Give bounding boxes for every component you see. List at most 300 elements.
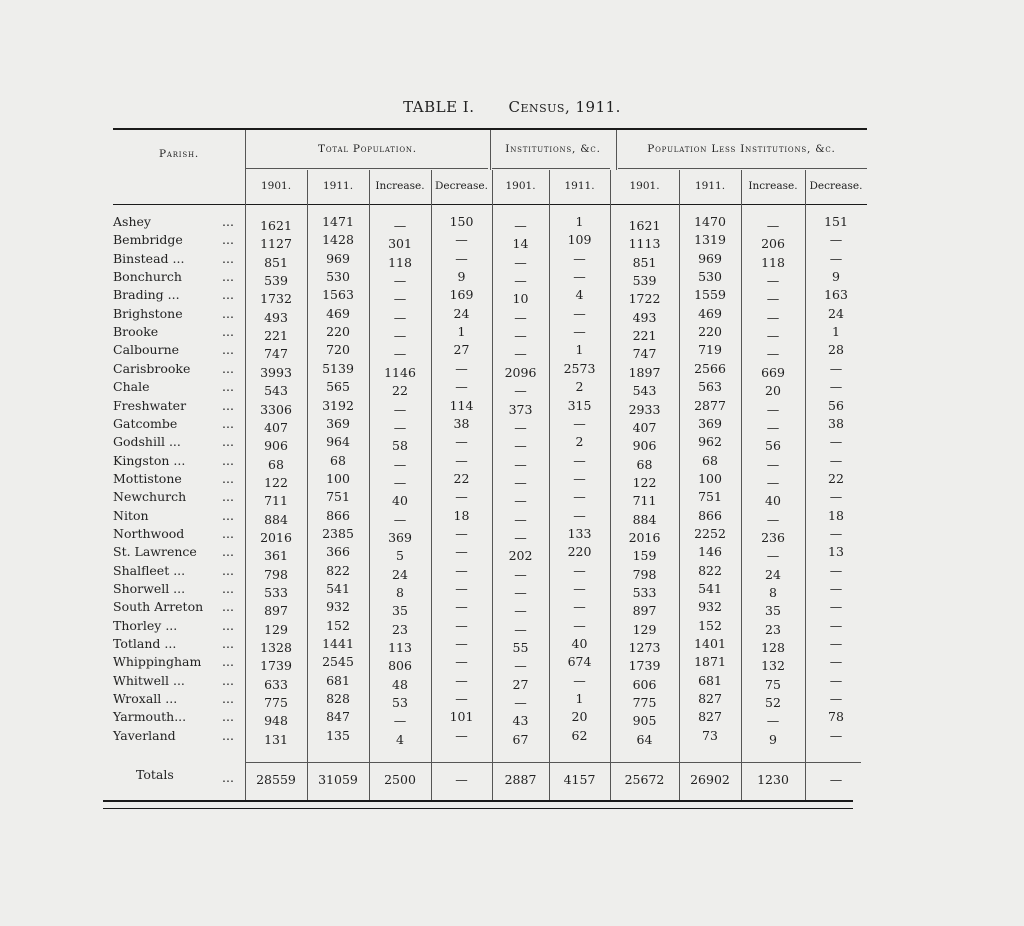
table-cell: 719 [698, 342, 722, 358]
parish-name: Thorley ... [113, 617, 178, 633]
table-cell: — [573, 672, 586, 688]
table-cell: 1273 [628, 640, 661, 656]
table-cell: 1621 [260, 218, 292, 233]
table-cell: 1739 [260, 658, 292, 674]
leader-dots: ... [222, 360, 234, 376]
table-cell: 100 [326, 470, 350, 486]
table-cell: 38 [453, 415, 470, 431]
table-cell: 24 [453, 305, 470, 321]
table-cell: 221 [264, 328, 288, 344]
table-cell: 964 [326, 434, 350, 450]
table-cell: 27 [512, 676, 529, 692]
leader-dots: ... [222, 525, 234, 541]
leader-dots: ... [222, 691, 234, 707]
table-cell: 43 [512, 713, 529, 729]
totals-cell: 4157 [563, 772, 596, 787]
table-cell: 35 [765, 603, 781, 619]
table-cell: 9 [457, 269, 466, 285]
table-cell: 674 [567, 654, 592, 670]
table-cell: 751 [698, 489, 722, 505]
table-cell: 539 [632, 273, 657, 289]
table-cell: 129 [264, 621, 288, 637]
table-cell: — [393, 218, 407, 233]
table-cell: 5 [396, 548, 404, 564]
parish-name: Wroxall ... [113, 691, 178, 707]
table-cell: 118 [761, 254, 785, 270]
table-cell: — [455, 434, 468, 450]
table-cell: 152 [326, 617, 350, 633]
table-cell: 1621 [628, 218, 661, 233]
parish-name: Ashey [113, 214, 151, 229]
table-cell: 681 [326, 672, 350, 688]
table-title [0, 98, 1024, 116]
table-cell: — [766, 291, 780, 307]
table-cell: 851 [264, 254, 288, 270]
table-cell: 407 [632, 419, 657, 435]
table-cell: — [573, 599, 586, 615]
table-cell: — [829, 434, 843, 450]
table-cell: — [766, 713, 780, 729]
table-cell: — [514, 438, 527, 454]
table-cell: 206 [761, 236, 785, 252]
group-underline-total [245, 168, 488, 169]
table-cell: 24 [828, 305, 844, 321]
table-cell: 40 [392, 493, 408, 509]
table-cell: 22 [828, 470, 844, 486]
table-cell: 847 [326, 709, 350, 725]
table-cell: 1127 [260, 236, 292, 252]
table-cell: 8 [769, 585, 777, 600]
table-cell: — [455, 379, 468, 395]
table-cell: 1113 [628, 236, 661, 252]
table-cell: — [573, 617, 586, 633]
table-cell: — [829, 232, 843, 248]
table-cell: 221 [632, 328, 657, 344]
totals-cell: 2500 [384, 772, 416, 787]
table-cell: 3306 [260, 401, 292, 417]
table-cell: 775 [264, 695, 288, 711]
subheader-9: Decrease. [809, 180, 863, 192]
parish-name: Kingston ... [113, 452, 186, 468]
table-cell: — [829, 727, 843, 743]
table-cell: 884 [632, 511, 657, 527]
table-cell: — [393, 346, 407, 362]
subheader-3: Decrease. [435, 180, 488, 192]
table-cell: 10 [512, 291, 529, 307]
table-cell: 22 [392, 383, 408, 399]
table-cell: 1 [457, 324, 466, 340]
table-cell: 884 [264, 511, 288, 527]
table-cell: 52 [765, 695, 781, 711]
table-cell: — [573, 507, 586, 523]
table-cell: — [455, 544, 468, 560]
table-cell: — [829, 525, 843, 541]
group-divider [490, 130, 491, 170]
table-cell: — [393, 291, 407, 307]
table-cell: 493 [264, 309, 288, 325]
table-cell: — [514, 585, 527, 600]
table-cell: 361 [264, 548, 288, 564]
table-cell: 906 [264, 438, 288, 454]
table-cell: 9 [832, 269, 840, 285]
leader-dots: ... [222, 562, 234, 578]
table-cell: 146 [698, 544, 722, 560]
table-cell: — [829, 599, 843, 615]
table-cell: 23 [765, 621, 781, 637]
parish-name: Northwood [113, 525, 185, 541]
table-cell: 62 [571, 727, 588, 743]
leader-dots: ... [222, 489, 234, 505]
table-cell: — [455, 489, 468, 505]
table-cell: — [829, 654, 843, 670]
table-cell: 48 [392, 676, 408, 692]
table-cell: 75 [765, 676, 781, 692]
table-cell: — [829, 360, 843, 376]
table-cell: — [573, 415, 586, 431]
totals-cell: 25672 [624, 772, 665, 787]
table-cell: — [455, 691, 468, 707]
parish-name: Niton [113, 507, 149, 523]
table-cell: 315 [567, 397, 592, 413]
leader-dots: ... [222, 434, 234, 450]
table-cell: — [393, 273, 407, 289]
table-cell: — [514, 529, 527, 545]
table-cell: 969 [698, 250, 722, 266]
table-cell: 2573 [563, 360, 596, 376]
table-cell: 851 [632, 254, 657, 270]
table-cell: 366 [326, 544, 350, 560]
table-cell: 131 [264, 731, 288, 747]
table-cell: 747 [264, 346, 288, 362]
table-cell: — [829, 379, 843, 395]
table-cell: — [455, 581, 468, 596]
leader-dots: ... [222, 507, 234, 523]
table-cell: 68 [268, 456, 284, 472]
table-cell: — [514, 218, 527, 233]
table-cell: 122 [264, 474, 288, 490]
table-cell: 135 [326, 727, 350, 743]
parish-name: Shalfleet ... [113, 562, 186, 578]
leader-dots: ... [222, 544, 234, 560]
parish-name: Yaverland [113, 727, 176, 743]
table-cell: — [573, 581, 586, 596]
table-cell: 1471 [322, 214, 354, 229]
parish-name: Totland ... [113, 636, 177, 652]
header-institutions: Institutions, &c. [505, 143, 601, 155]
table-cell: 1 [832, 324, 840, 340]
table-cell: 236 [761, 529, 785, 545]
table-cell: 128 [761, 640, 785, 656]
table-cell: 897 [264, 603, 288, 619]
parish-name: Calbourne [113, 342, 180, 358]
table-cell: 897 [632, 603, 657, 619]
table-cell: 2 [575, 379, 584, 395]
table-cell: 202 [508, 548, 533, 564]
table-cell: 541 [326, 581, 350, 596]
leader-dots: ... [222, 617, 234, 633]
table-cell: — [514, 383, 527, 399]
table-cell: — [514, 695, 527, 711]
table-cell: — [573, 324, 586, 340]
table-cell: — [393, 401, 407, 417]
parish-name: Binstead ... [113, 250, 185, 266]
parish-name: Bonchurch [113, 269, 182, 285]
table-cell: 1441 [322, 636, 354, 652]
table-cell: — [829, 581, 843, 596]
table-cell: — [573, 452, 586, 468]
table-cell: 1722 [628, 291, 661, 307]
table-cell: — [514, 273, 527, 289]
table-cell: 469 [698, 305, 722, 321]
table-cell: — [455, 654, 468, 670]
table-cell: 159 [632, 548, 657, 564]
table-cell: 118 [388, 254, 412, 270]
table-cell: 905 [632, 713, 657, 729]
table-cell: — [766, 346, 780, 362]
table-cell: 35 [392, 603, 408, 619]
table-cell: 55 [512, 640, 529, 656]
table-cell: 220 [698, 324, 722, 340]
table-cell: 114 [449, 397, 474, 413]
leader-dots: ... [222, 654, 234, 670]
table-cell: 20 [765, 383, 781, 399]
leader-dots: ... [222, 636, 234, 652]
table-cell: 67 [512, 731, 529, 747]
parish-name: Chale [113, 379, 150, 395]
table-cell: 22 [453, 470, 470, 486]
subheader-2: Increase. [375, 180, 425, 192]
group-underline-institutions [492, 168, 610, 169]
table-cell: 1 [575, 691, 584, 707]
table-cell: 369 [698, 415, 722, 431]
table-cell: — [573, 470, 586, 486]
table-cell: 681 [698, 672, 722, 688]
table-cell: 20 [571, 709, 588, 725]
leader-dots: ... [222, 397, 234, 413]
table-cell: 633 [264, 676, 288, 692]
leader-dots: ... [222, 287, 234, 303]
table-cell: 798 [632, 566, 657, 582]
table-cell: — [766, 273, 780, 289]
table-cell: 1328 [260, 640, 292, 656]
table-cell: 373 [508, 401, 533, 417]
leader-dots: ... [222, 581, 234, 596]
table-cell: — [393, 456, 407, 472]
subheader-0: 1901. [260, 180, 292, 192]
table-cell: — [455, 599, 468, 615]
table-cell: 932 [326, 599, 350, 615]
table-cell: 2 [575, 434, 584, 450]
table-cell: 132 [761, 658, 785, 674]
table-cell: 14 [512, 236, 529, 252]
table-cell: — [766, 474, 780, 490]
table-cell: — [766, 401, 780, 417]
table-cell: 163 [824, 287, 848, 303]
table-cell: 711 [632, 493, 657, 509]
table-cell: — [829, 636, 843, 652]
table-cell: 2096 [504, 364, 537, 380]
table-cell: 720 [326, 342, 350, 358]
table-cell: 2016 [260, 529, 292, 545]
table-cell: 827 [698, 709, 722, 725]
table-cell: — [393, 474, 407, 490]
parish-name: Yarmouth... [113, 709, 187, 725]
table-cell: 122 [632, 474, 657, 490]
table-cell: 948 [264, 713, 288, 729]
leader-dots: ... [222, 305, 234, 321]
leader-dots: ... [222, 415, 234, 431]
table-cell: 1871 [694, 654, 726, 670]
table-cell: 24 [765, 566, 781, 582]
header-population-less: Population Less Institutions, &c. [647, 143, 836, 155]
parish-name: St. Lawrence [113, 544, 197, 560]
table-cell: — [455, 525, 468, 541]
table-cell: — [455, 562, 468, 578]
table-cell: 369 [326, 415, 350, 431]
table-cell: 543 [632, 383, 657, 399]
table-cell: 747 [632, 346, 657, 362]
leader-dots: ... [222, 214, 234, 229]
table-cell: 40 [765, 493, 781, 509]
table-cell: 53 [392, 695, 408, 711]
table-cell: 1563 [322, 287, 354, 303]
group-divider [245, 130, 246, 170]
table-cell: 38 [828, 415, 844, 431]
table-cell: 539 [264, 273, 288, 289]
table-cell: — [573, 562, 586, 578]
table-cell: 58 [392, 438, 408, 454]
table-cell: 40 [571, 636, 588, 652]
table-cell: — [514, 456, 527, 472]
table-cell: 530 [326, 269, 350, 285]
table-cell: 711 [264, 493, 288, 509]
table-cell: 1428 [322, 232, 354, 248]
subheader-4: 1901. [505, 180, 536, 192]
table-cell: — [393, 419, 407, 435]
table-cell: 5139 [322, 360, 354, 376]
parish-name: Newchurch [113, 489, 187, 505]
table-cell: — [514, 658, 527, 674]
table-cell: 2252 [694, 525, 726, 541]
bottom-rule-1 [103, 800, 853, 802]
parish-name: Shorwell ... [113, 581, 186, 596]
table-cell: — [573, 305, 586, 321]
table-cell: 73 [702, 727, 718, 743]
table-cell: 56 [828, 397, 844, 413]
group-divider [616, 130, 617, 170]
table-cell: 2933 [628, 401, 661, 417]
table-cell: 27 [453, 342, 470, 358]
table-cell: — [514, 566, 527, 582]
table-cell: — [829, 691, 843, 707]
table-cell: — [455, 636, 468, 652]
table-cell: 152 [698, 617, 722, 633]
table-cell: — [455, 452, 468, 468]
table-cell: 493 [632, 309, 657, 325]
table-cell: — [514, 419, 527, 435]
table-cell: 822 [698, 562, 722, 578]
table-cell: — [573, 250, 586, 266]
table-cell: 1319 [694, 232, 726, 248]
table-cell: 798 [264, 566, 288, 582]
table-cell: 151 [824, 214, 848, 229]
table-cell: 606 [632, 676, 657, 692]
table-cell: 2877 [694, 397, 726, 413]
table-cell: — [829, 452, 843, 468]
table-cell: 1 [575, 214, 584, 229]
totals-cell: — [455, 772, 468, 787]
table-cell: 68 [636, 456, 653, 472]
totals-cell: 2887 [504, 772, 537, 787]
table-cell: 109 [567, 232, 592, 248]
table-cell: 962 [698, 434, 722, 450]
table-cell: 543 [264, 383, 288, 399]
leader-dots: ... [222, 342, 234, 358]
parish-name: South Arreton [113, 599, 204, 615]
table-cell: 64 [636, 731, 653, 747]
table-cell: 3192 [322, 397, 354, 413]
table-cell: 8 [396, 585, 404, 600]
table-cell: 4 [396, 731, 404, 747]
table-cell: — [455, 672, 468, 688]
table-cell: 24 [392, 566, 408, 582]
table-cell: 866 [326, 507, 350, 523]
subheader-1: 1911. [322, 180, 354, 192]
totals-rule [245, 762, 861, 763]
table-cell: — [393, 328, 407, 344]
table-cell: — [514, 511, 527, 527]
leader-dots: ... [222, 232, 234, 248]
table-cell: 220 [567, 544, 592, 560]
totals-cell: — [829, 772, 843, 787]
table-cell: — [393, 511, 407, 527]
totals-cell: 1230 [757, 772, 789, 787]
totals-cell: 26902 [690, 772, 730, 787]
table-cell: 78 [828, 709, 844, 725]
table-cell: 133 [567, 525, 592, 541]
table-cell: 533 [264, 585, 288, 600]
table-cell: — [393, 713, 407, 729]
table-cell: 541 [698, 581, 722, 596]
table-cell: — [514, 621, 527, 637]
table-cell: — [766, 548, 780, 564]
table-cell: 827 [698, 691, 722, 707]
parish-name: Godshill ... [113, 434, 181, 450]
leader-dots: ... [222, 379, 234, 395]
table-cell: 533 [632, 585, 657, 600]
leader-dots: ... [222, 324, 234, 340]
parish-name: Whippingham [113, 654, 202, 670]
table-cell: 1401 [694, 636, 726, 652]
table-cell: 530 [698, 269, 722, 285]
table-cell: — [514, 603, 527, 619]
table-cell: — [829, 672, 843, 688]
table-cell: 1739 [628, 658, 661, 674]
table-cell: 169 [449, 287, 474, 303]
table-cell: — [829, 617, 843, 633]
table-cell: — [766, 456, 780, 472]
table-cell: — [393, 309, 407, 325]
table-cell: 150 [449, 214, 474, 229]
table-cell: — [573, 489, 586, 505]
table-cell: 906 [632, 438, 657, 454]
table-cell: 101 [449, 709, 474, 725]
table-cell: — [829, 250, 843, 266]
group-underline-less [618, 168, 867, 169]
table-cell: 1470 [694, 214, 726, 229]
table-cell: 565 [326, 379, 350, 395]
header-parish: Parish. [159, 148, 199, 160]
